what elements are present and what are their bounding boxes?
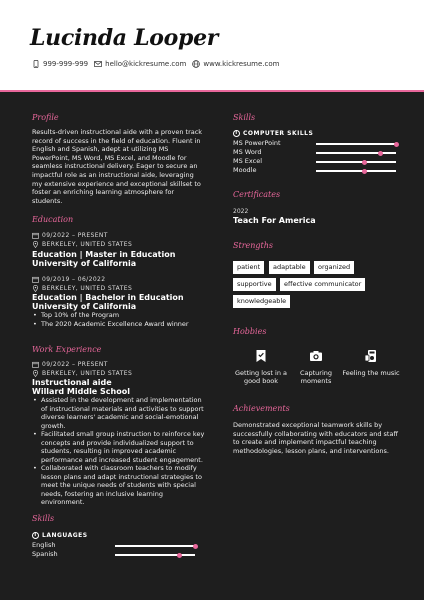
skill-track [316,152,396,154]
mail-icon [94,60,102,68]
camera-icon [309,349,323,363]
website-text: www.kickresume.com [203,60,280,68]
skill-track [316,161,396,163]
hobby-item [342,349,400,377]
list-item: • The 2020 Academic Excellence Award winner [32,320,206,329]
info-icon: i [32,532,39,539]
resume-header [0,0,424,90]
certificate-year: 2022 [233,208,249,215]
list-item: • Collaborated with classroom teachers to modify lesson plans and adapt instructional strategies to meet the unique needs of students with special needs, fostering an inclusive learning environment. [32,464,208,507]
website-contact[interactable] [192,60,279,68]
list-item: • Top 10% of the Program [32,311,206,320]
computer-skills-subhead-text: COMPUTER SKILLS [243,130,314,137]
hobby-label: Feeling the music [342,369,400,377]
experience-title: Work Experience [32,345,102,354]
skill-level-dot [378,151,383,156]
languages-subhead-text: LANGUAGES [42,532,88,539]
strength-tag: adaptable [269,261,310,274]
globe-icon [192,60,200,68]
experience-role: Instructional aide [32,378,112,387]
strength-tag: organized [314,261,354,274]
education-1-dates-text: 09/2022 – PRESENT [42,232,108,239]
skill-track [316,170,396,172]
location-pin-icon [32,241,39,248]
certificate-name: Teach For America [233,216,316,225]
education-1-dates [32,232,108,239]
experience-bullets [32,396,208,507]
education-2-dates [32,276,105,283]
education-2-school: University of California [32,302,137,311]
skill-excel: MS Excel [233,157,263,165]
phone-text: 999-999-999 [43,60,89,68]
calendar-icon [32,232,39,239]
experience-location [32,370,132,377]
hobby-label: Getting lost in a good book [234,369,287,385]
languages-title: Skills [32,514,55,523]
skill-powerpoint: MS PowerPoint [233,139,281,147]
location-pin-icon [32,285,39,292]
language-spanish: Spanish [32,550,58,558]
education-2-dates-text: 09/2019 – 06/2022 [42,276,106,283]
language-track [115,554,195,556]
education-1-location-text: BERKELEY, UNITED STATES [42,241,133,248]
language-level-dot [177,553,182,558]
strength-tag: patient [233,261,264,274]
skill-level-dot [362,160,367,165]
certificates-title: Certificates [233,190,281,199]
hobby-item [287,349,345,385]
experience-company: Willard Middle School [32,387,130,396]
language-english: English [32,541,56,549]
education-2-location-text: BERKELEY, UNITED STATES [42,285,133,292]
computer-skills-subhead [233,130,313,137]
education-2-bullets [32,311,206,328]
education-1-location [32,241,132,248]
education-2-degree: Education | Bachelor in Education [32,293,184,302]
calendar-icon [32,361,39,368]
strengths-title: Strengths [233,241,273,250]
skills-title: Skills [233,113,256,122]
list-item: • Facilitated small group instruction to reinforce key concepts and provide individualized support to students, resulting in improved academic performance and increased student engagement. [32,430,208,464]
skill-moodle: Moodle [233,166,257,174]
education-1-degree: Education | Master in Education [32,250,176,259]
list-item: • Assisted in the development and implementation of instructional materials and activities to support diverse learners' academic and social-emotional growth. [32,396,208,430]
achievements-text: Demonstrated exceptional teamwork skills by successfully collaborating with educators and staff to create and implement impactful teaching methodologies, lesson plans, and interventions. [233,421,398,455]
calendar-icon [32,276,39,283]
candidate-name: Lucinda Looper [30,25,219,51]
profile-title: Profile [32,113,59,122]
music-icon [364,349,378,363]
experience-location-text: BERKELEY, UNITED STATES [42,370,133,377]
language-track [115,545,195,547]
location-pin-icon [32,370,39,377]
profile-text: Results-driven instructional aide with a proven track record of success in the field of education. Fluent in English and Spanish, adept at utilizing MS PowerPoint, MS Word, MS Excel, and Moodle for seamless instructional delivery. Eager to secure an impactful role as an instructional aide, leveraging my extensive experience and exceptional skillset to foster an enriching learning atmosphere for students. [32,128,203,205]
experience-dates-text: 09/2022 – PRESENT [42,361,108,368]
hobby-item [232,349,290,385]
phone-contact [32,60,88,68]
email-contact[interactable] [94,60,186,68]
strength-tag: knowledgeable [233,295,290,308]
education-1-school: University of California [32,259,137,268]
education-2-location [32,285,132,292]
skill-word: MS Word [233,148,262,156]
education-title: Education [32,215,74,224]
language-level-dot [193,544,198,549]
languages-subhead [32,532,88,539]
hobby-label: Capturing moments [299,369,333,385]
info-icon: i [233,130,240,137]
strength-tag: effective communicator [280,278,365,291]
experience-dates [32,361,108,368]
bookmark-icon [254,349,268,363]
achievements-title: Achievements [233,404,290,413]
email-text: hello@kickresume.com [105,60,187,68]
skill-level-dot [362,169,367,174]
hobbies-title: Hobbies [233,327,267,336]
strength-tag: supportive [233,278,276,291]
skill-level-dot [394,142,399,147]
phone-icon [32,60,40,68]
skill-track [316,143,396,145]
contact-bar [32,60,279,68]
